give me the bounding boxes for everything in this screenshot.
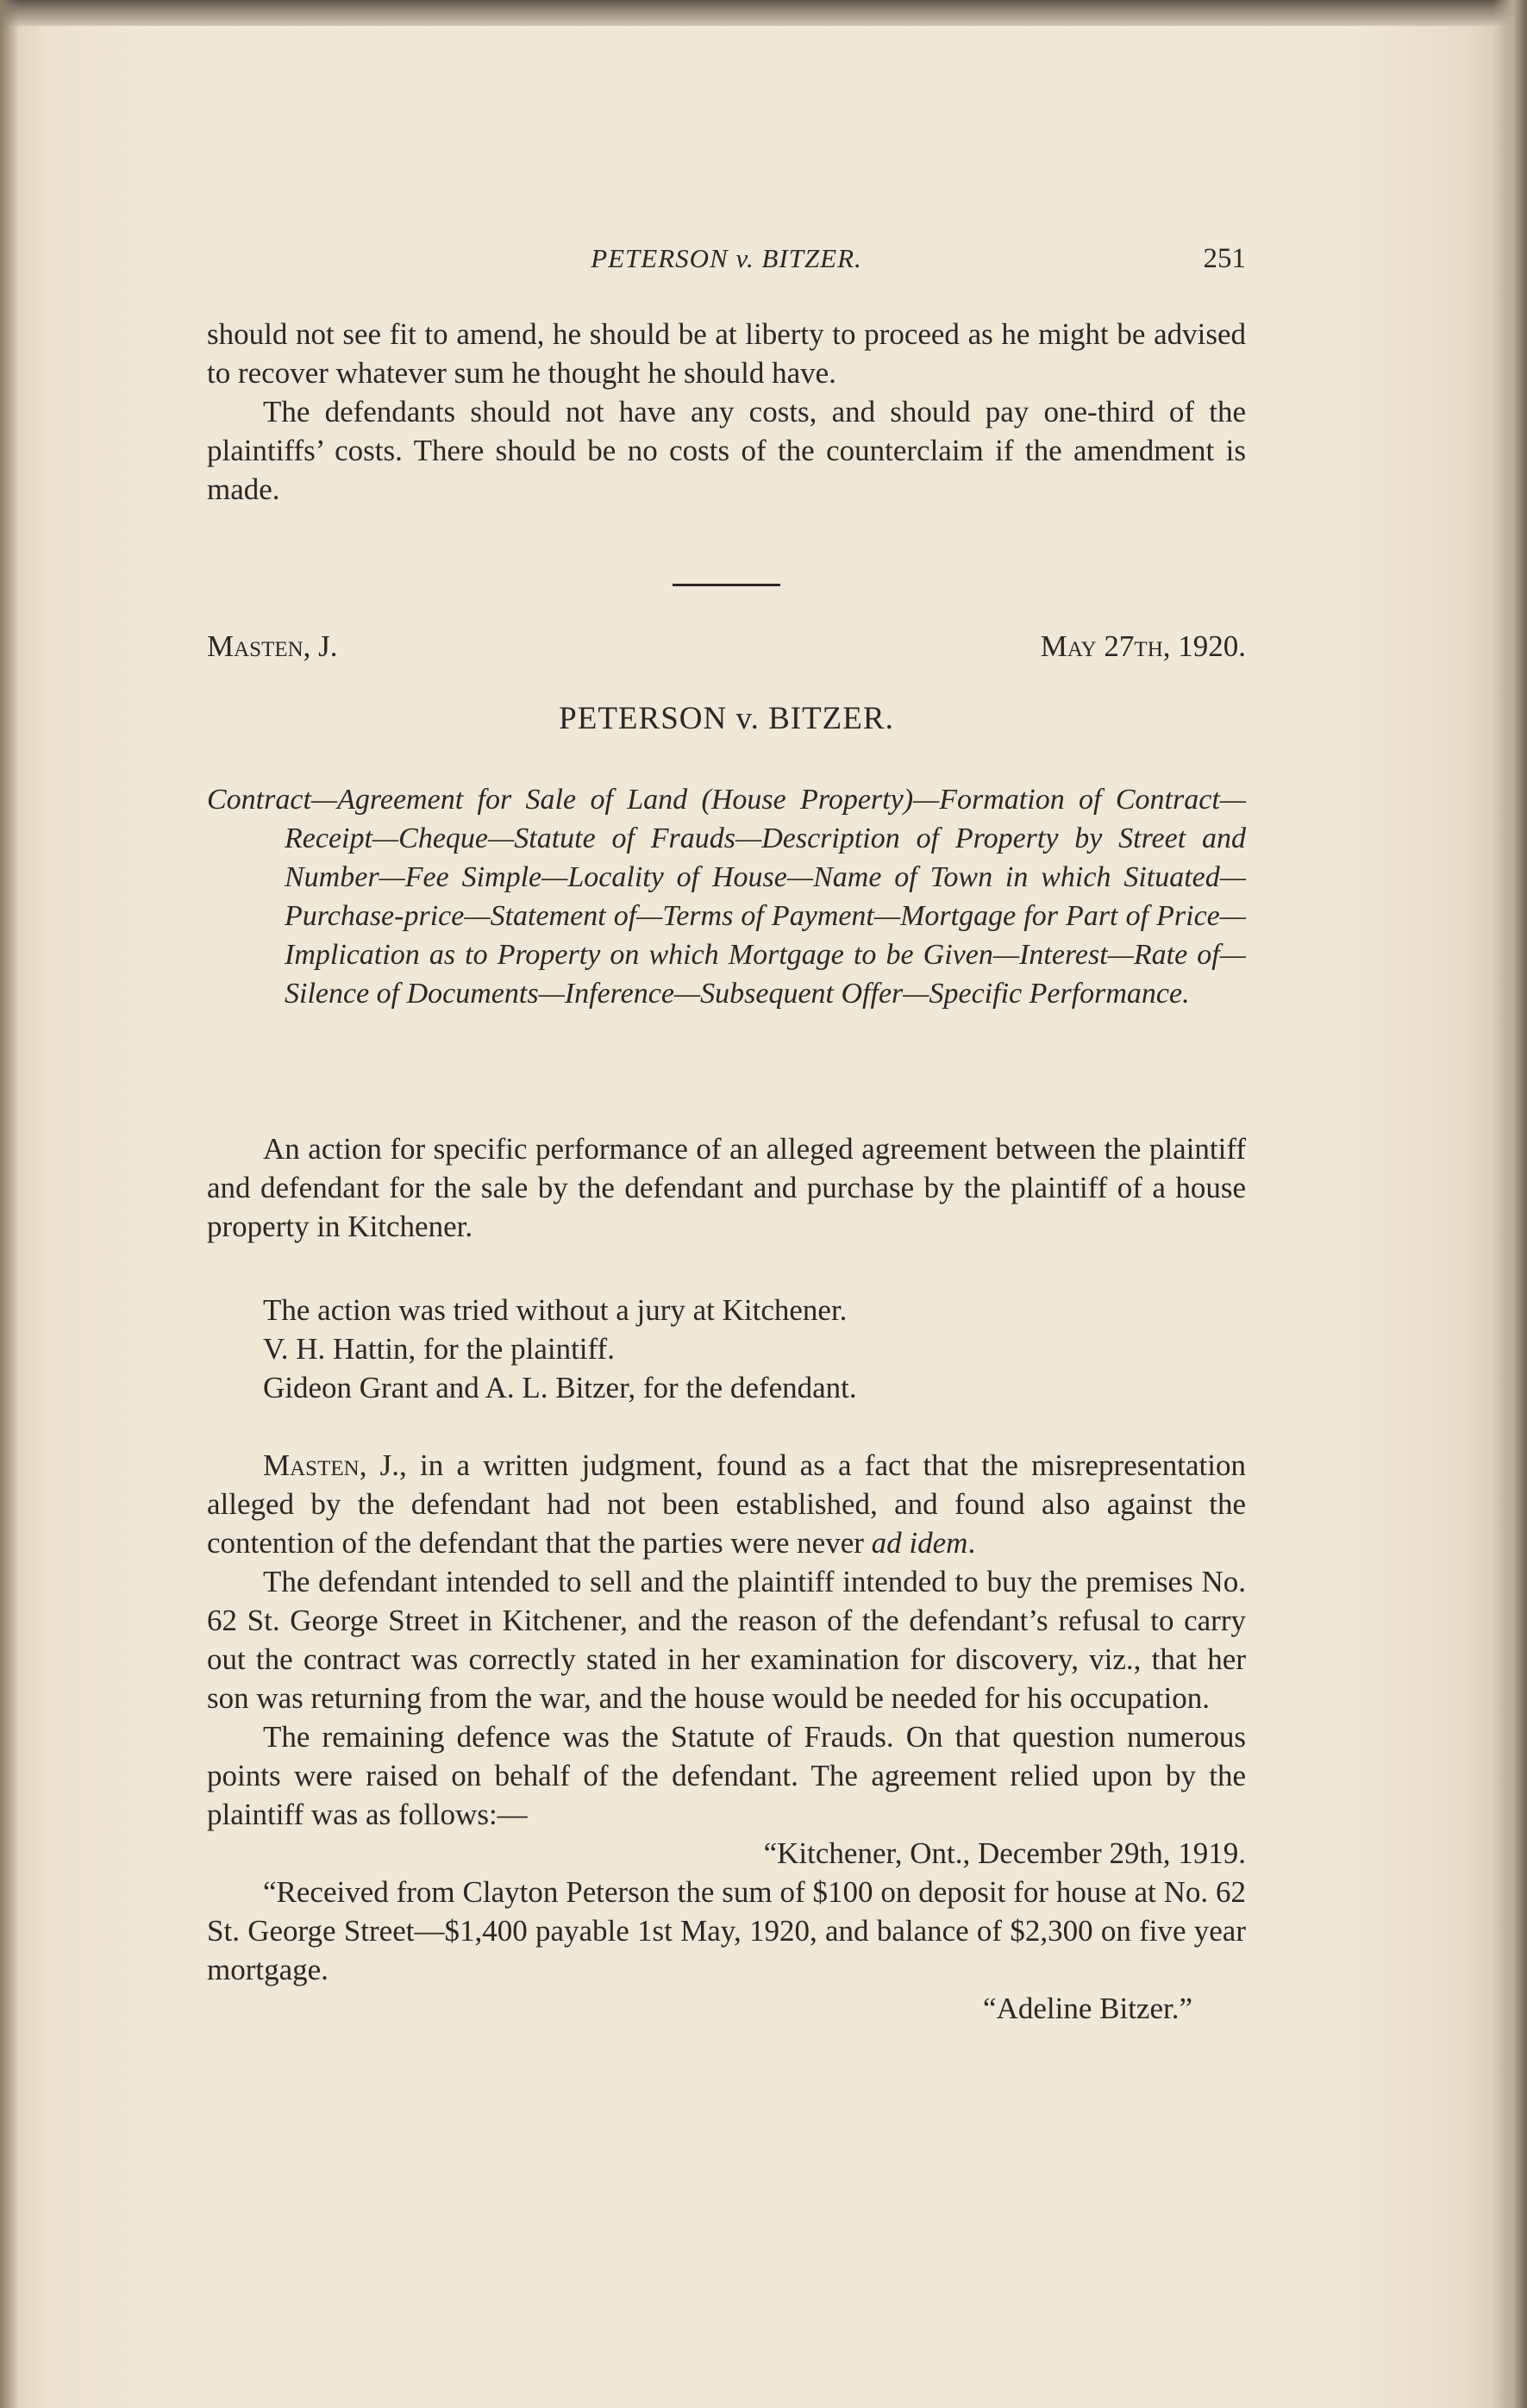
judgment-paragraph: The defendant intended to sell and the plaintiff intended to buy the premises No. 62 St. George Street in Kitchener, and the reason of the defendant’s refusal to carry out the contract was correctly stated in her examination for discovery, viz., that her son was returning from the war, and the house would be needed for his occupation.	[207, 1565, 1246, 1715]
intro-paragraph-block	[207, 1129, 1246, 1246]
section-divider	[673, 584, 780, 586]
trial-line: The action was tried without a jury at Kitchener.	[263, 1293, 848, 1327]
quoted-agreement-date: “Kitchener, Ont., December 29th, 1919.	[763, 1836, 1246, 1870]
judgment-paragraph-end: .	[967, 1526, 976, 1560]
running-head	[207, 243, 1246, 286]
page-left-edge	[0, 0, 19, 2408]
trial-line: V. H. Hattin, for the plaintiff.	[263, 1332, 615, 1366]
judgment-judge-name: Masten	[263, 1448, 360, 1482]
judgment-text	[207, 1446, 1246, 2028]
trial-line: Gideon Grant and A. L. Bitzer, for the defendant.	[263, 1371, 857, 1404]
quoted-agreement-body: “Received from Clayton Peterson the sum of $100 on deposit for house at No. 62 St. George Street—$1,400 payable 1st May, 1920, and balance of $2,300 on five year mortgage.	[207, 1875, 1246, 1986]
page-top-edge	[0, 0, 1527, 26]
judgment-paragraph: The remaining defence was the Statute of Frauds. On that question numerous points were raised on behalf of the defendant. The agreement relied upon by the plaintiff was as follows:—	[207, 1720, 1246, 1831]
judgment-paragraph-text: , J., in a written judgment, found as a fact that the misrepresentation alleged by the defendant had not been established, and found also against the contention of the defendant that the parties were never	[207, 1448, 1246, 1560]
case-title: PETERSON v. BITZER.	[559, 701, 894, 736]
continuation-paragraph: should not see fit to amend, he should be at liberty to proceed as he might be advised to recover whatever sum he thought he should have.	[207, 317, 1246, 390]
continuation-paragraph: The defendants should not have any costs, and should pay one-third of the plaintiffs’ costs. There should be no costs of the counterclaim if the amendment is made.	[207, 395, 1246, 506]
page-number: 251	[1203, 243, 1246, 274]
case-date: May 27th, 1920.	[1040, 629, 1246, 663]
judgment-paragraph	[207, 1446, 1246, 1562]
continuation-text	[207, 315, 1246, 509]
case-judge: Masten, J.	[207, 629, 338, 663]
running-head-title: PETERSON v. BITZER.	[591, 243, 862, 273]
quoted-agreement-signature: “Adeline Bitzer.”	[983, 1992, 1192, 2025]
page-right-edge	[1493, 0, 1527, 2408]
trial-details	[207, 1291, 1246, 1407]
latin-phrase: ad idem	[871, 1526, 968, 1560]
case-headnote: Contract—Agreement for Sale of Land (House Property)—Formation of Contract—Receipt—Cheque—Statute of Frauds—Description of Property by Street and Number—Fee Simple—Locality of House—Name of Town in which Situated—Purchase-price—Statement of—Terms of Payment—Mortgage for Part of Price—Implication as to Property on which Mortgage to be Given—Interest—Rate of—Silence of Documents—Inference—Subsequent Offer—Specific Performance.	[207, 784, 1246, 1010]
intro-paragraph: An action for specific performance of an alleged agreement between the plaintiff and defendant for the sale by the defendant and purchase by the plaintiff of a house property in Kitchener.	[207, 1132, 1246, 1243]
